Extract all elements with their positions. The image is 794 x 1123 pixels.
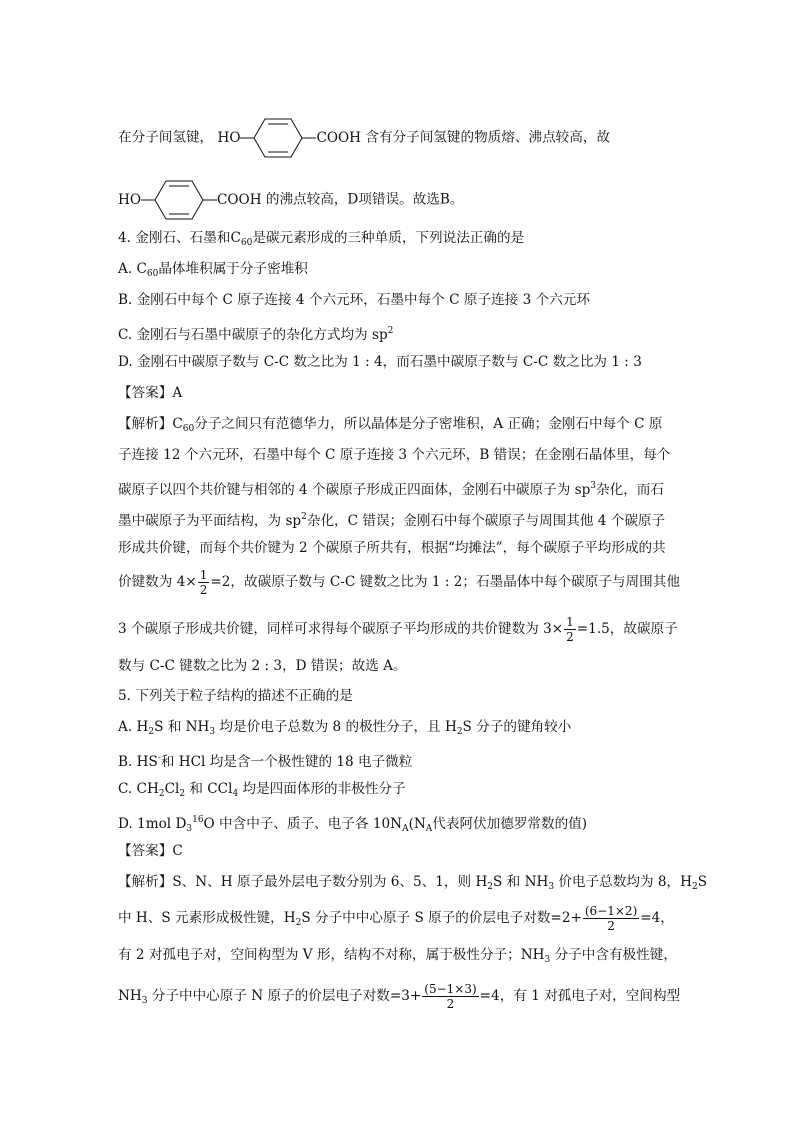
- text: 晶体堆积属于分子密堆积: [158, 261, 308, 277]
- q5-answer: [118, 841, 183, 861]
- numerator: 1: [566, 615, 574, 629]
- subscript: A: [402, 824, 409, 834]
- text: 杂化，C 错误；金刚石中每个碳原子与周围其他 4 个碳原子: [306, 513, 666, 529]
- q5-option-c: [118, 779, 406, 804]
- text: =2，故碳原子数与 C-C 键数之比为 1 : 2；石墨晶体中每个碳原子与周围其他: [210, 574, 680, 590]
- text: 均是四面体形的非极性分子: [238, 781, 406, 797]
- q5-option-b: [118, 748, 412, 772]
- text: Cl: [164, 781, 180, 797]
- text: S 分子的键角较小: [462, 719, 572, 735]
- text: B. 金刚石中每个 C 原子连接 4 个六元环，石墨中每个 C 原子连接 3 个六元环: [118, 292, 590, 308]
- fraction: [198, 568, 210, 597]
- subscript: 2: [456, 727, 463, 737]
- q4-option-a: [118, 259, 308, 284]
- numerator: (5−1×3): [424, 982, 477, 996]
- subscript: 2: [179, 789, 186, 799]
- ho-group: HO: [217, 130, 241, 146]
- paragraph-line-1: [118, 116, 610, 160]
- subscript: 2: [148, 727, 155, 737]
- denominator: 2: [607, 919, 615, 933]
- text: 墨中碳原子为平面结构，为 sp: [118, 513, 302, 529]
- text: S: [697, 874, 708, 890]
- text: 在分子间氢键，: [118, 129, 214, 146]
- q4-stem: [118, 228, 524, 253]
- text: S 分子中中心原子 S 原子的价层电子对数=2+: [301, 910, 582, 926]
- text: 含有分子间氢键的物质熔、沸点较高，故: [365, 129, 611, 146]
- subscript: 3: [544, 955, 551, 965]
- text: S 和 NH: [154, 719, 210, 735]
- text: NH: [118, 988, 142, 1004]
- text: =1.5，故碳原子: [576, 621, 678, 637]
- q5-explanation-4: [118, 982, 680, 1011]
- q4-option-d: [118, 352, 642, 372]
- subscript: 2: [158, 789, 165, 799]
- q4-explanation-3: [118, 476, 664, 500]
- superscript: 16: [192, 815, 204, 825]
- superscript: 2: [387, 326, 394, 336]
- text: 价电子总数均为 8，H: [554, 874, 692, 890]
- text: A. H: [118, 719, 149, 735]
- numerator: (6−1×2): [584, 904, 638, 918]
- subscript: 60: [146, 269, 159, 279]
- text: O 中含中子、质子、电子各 10N: [203, 816, 403, 832]
- text: 碳原子以四个共价键与相邻的 4 个碳原子形成正四面体，金刚石中碳原子为 sp: [118, 482, 591, 498]
- text: =4，有 1 对孤电子对，空间构型: [479, 988, 681, 1004]
- text: 的沸点较高，D项错误。故选B。: [265, 191, 464, 208]
- hydroxybenzoic-acid-structure: [118, 178, 262, 222]
- q4-explanation-4: [118, 507, 665, 531]
- subscript: 60: [182, 424, 195, 434]
- paragraph-line-2: [118, 178, 463, 222]
- hydroxybenzoic-acid-structure: [217, 116, 361, 160]
- text: 分子中含有极性键，: [550, 947, 677, 963]
- text: 和 CCl: [185, 781, 233, 797]
- text: 分子之间只有范德华力，所以晶体是分子密堆积，A 正确；金刚石中每个 C 原: [194, 416, 663, 432]
- denominator: 2: [199, 583, 208, 597]
- text: 有 2 对孤电子对，空间构型为 V 形，结构不对称，属于极性分子；NH: [118, 947, 545, 963]
- text: 4. 金刚石、石墨和C: [118, 230, 241, 246]
- text: 价键数为 4×: [118, 574, 197, 590]
- text: B. HS: [118, 754, 158, 770]
- numerator: 1: [199, 568, 208, 582]
- fraction: [583, 904, 639, 933]
- text: 数与 C-C 键数之比为 2 : 3，D 错误；故选 A。: [118, 658, 407, 674]
- q5-explanation-3: [118, 945, 677, 970]
- text: 代表阿伏加德罗常数的值): [432, 816, 588, 832]
- text: 形成共价键，而每个共价键为 2 个碳原子所共有，根据“均摊法”，每个碳原子平均形成的共: [118, 540, 666, 556]
- subscript: 4: [232, 789, 239, 799]
- text: 【答案】A: [118, 385, 183, 401]
- q4-explanation-8: [118, 656, 407, 676]
- q4-explanation-2: [118, 445, 670, 465]
- q5-option-d: [118, 810, 587, 839]
- subscript: A: [425, 824, 433, 834]
- cooh-group: COOH: [217, 192, 262, 208]
- text: 【解析】C: [118, 416, 183, 432]
- text: =4，: [640, 910, 674, 926]
- subscript: 3: [209, 727, 216, 737]
- subscript: 2: [691, 882, 698, 892]
- text: 中 H、S 元素形成极性键，H: [118, 910, 296, 926]
- q4-explanation-1: [118, 414, 662, 439]
- text: S 和 NH: [493, 874, 549, 890]
- text: 3 个碳原子形成共价键，同样可求得每个碳原子平均形成的共价键数为 3×: [118, 621, 564, 637]
- subscript: 3: [141, 996, 148, 1006]
- q4-option-c: [118, 321, 393, 345]
- q4-explanation-6: [118, 568, 680, 597]
- subscript: 2: [487, 882, 494, 892]
- subscript: 3: [548, 882, 555, 892]
- subscript: 3: [186, 824, 193, 834]
- text: 5. 下列关于粒子结构的描述不正确的是: [118, 688, 353, 704]
- text: A. C: [118, 261, 147, 277]
- fraction: [422, 982, 478, 1011]
- q5-option-a: [118, 717, 571, 742]
- text: D. 1mol D: [118, 816, 187, 832]
- text: 分子中中心原子 N 原子的价层电子对数=3+: [147, 988, 422, 1004]
- q4-explanation-7: [118, 615, 678, 644]
- superscript: 3: [590, 481, 597, 491]
- text: 和 HCl 均是含一个极性键的 18 电子微粒: [160, 754, 413, 770]
- benzene-ring-icon: [141, 178, 217, 222]
- text: C. CH: [118, 781, 159, 797]
- ho-group: HO: [118, 192, 141, 208]
- cooh-group: COOH: [316, 130, 362, 146]
- q5-stem: [118, 686, 353, 706]
- subscript: 60: [240, 238, 253, 248]
- text: 【答案】C: [118, 843, 183, 859]
- text: (N: [408, 816, 426, 832]
- text: 杂化，而石: [596, 482, 664, 498]
- text: D. 金刚石中碳原子数与 C-C 数之比为 1 : 4，而石墨中碳原子数与 C-C 数之比为 1 : 3: [118, 354, 642, 370]
- q5-explanation-2: [118, 904, 674, 933]
- superscript: 2: [301, 512, 307, 522]
- q4-answer: [118, 383, 182, 403]
- q4-option-b: [118, 290, 590, 310]
- q5-explanation-1: [118, 872, 707, 897]
- text: 均是价电子总数为 8 的极性分子，且 H: [215, 719, 457, 735]
- denominator: 2: [566, 630, 574, 644]
- text: 子连接 12 个六元环，石墨中每个 C 原子连接 3 个六元环，B 错误；在金刚石晶体里，每个: [118, 447, 671, 463]
- text: 【解析】S、N、H 原子最外层电子数分别为 6、5、1，则 H: [118, 874, 488, 890]
- benzene-ring-icon: [240, 116, 316, 160]
- text: C. 金刚石与石墨中碳原子的杂化方式均为 sp: [118, 327, 388, 343]
- subscript: 2: [295, 918, 302, 928]
- superscript: -: [157, 753, 161, 763]
- text: 是碳元素形成的三种单质，下列说法正确的是: [252, 230, 525, 246]
- q4-explanation-5: [118, 538, 666, 558]
- fraction: [564, 615, 576, 644]
- denominator: 2: [446, 997, 455, 1011]
